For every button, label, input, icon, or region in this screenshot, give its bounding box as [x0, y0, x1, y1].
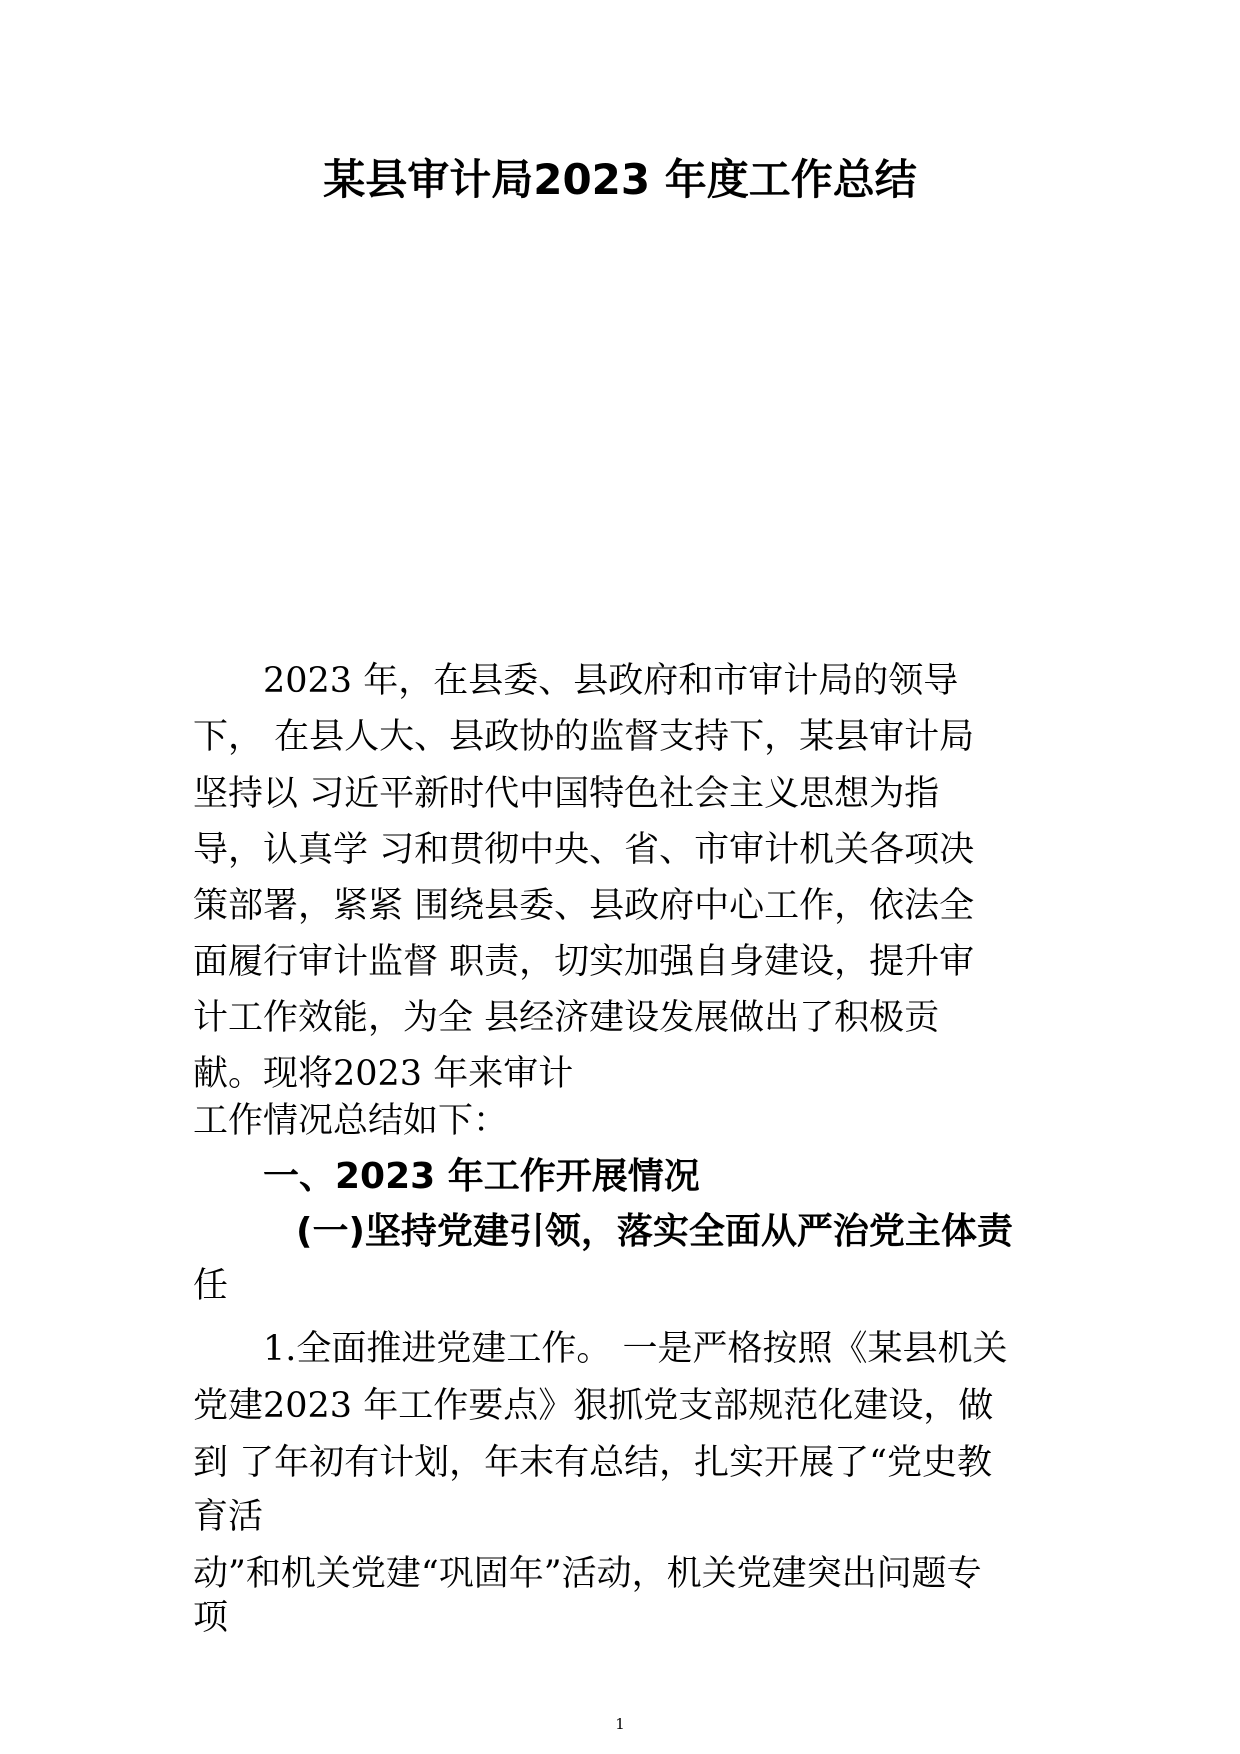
- intro-line-2: 下， 在县人大、县政协的监督支持下，某县审计局: [193, 717, 975, 757]
- body-line-3: 到 了年初有计划，年末有总结，扎实开展了“党史教: [193, 1443, 993, 1483]
- page-number: 1: [615, 1715, 625, 1733]
- intro-line-7: 计工作效能，为全 县经济建设发展做出了积极贡: [193, 998, 940, 1038]
- body-line-4: 育活: [193, 1497, 264, 1537]
- body-line-2: 党建2023 年工作要点》狠抓党支部规范化建设，做: [193, 1386, 994, 1426]
- intro-line-5: 策部署，紧紧 围绕县委、县政府中心工作，依法全: [193, 886, 975, 926]
- body-line-5: 动”和机关党建“巩固年”活动，机关党建突出问题专: [193, 1554, 982, 1594]
- body-line-6: 项: [193, 1598, 229, 1638]
- intro-line-9: 工作情况总结如下：: [193, 1101, 509, 1141]
- section-heading: 一、2023 年工作开展情况: [263, 1156, 700, 1197]
- subsection-heading-continued: 任: [193, 1266, 229, 1306]
- subsection-heading: (一)坚持党建引领，落实全面从严治党主体责: [296, 1211, 1013, 1252]
- intro-line-3: 坚持以 习近平新时代中国特色社会主义思想为指: [193, 774, 940, 814]
- intro-line-6: 面履行审计监督 职责，切实加强自身建设，提升审: [193, 942, 975, 982]
- intro-line-1: 2023 年，在县委、县政府和市审计局的领导: [263, 661, 959, 701]
- body-line-1: 1.全面推进党建工作。 一是严格按照《某县机关: [263, 1329, 1008, 1369]
- intro-line-4: 导，认真学 习和贯彻中央、省、市审计机关各项决: [193, 830, 975, 870]
- intro-line-8: 献。现将2023 年来审计: [193, 1054, 574, 1094]
- document-title: 某县审计局2023 年度工作总结: [323, 155, 917, 204]
